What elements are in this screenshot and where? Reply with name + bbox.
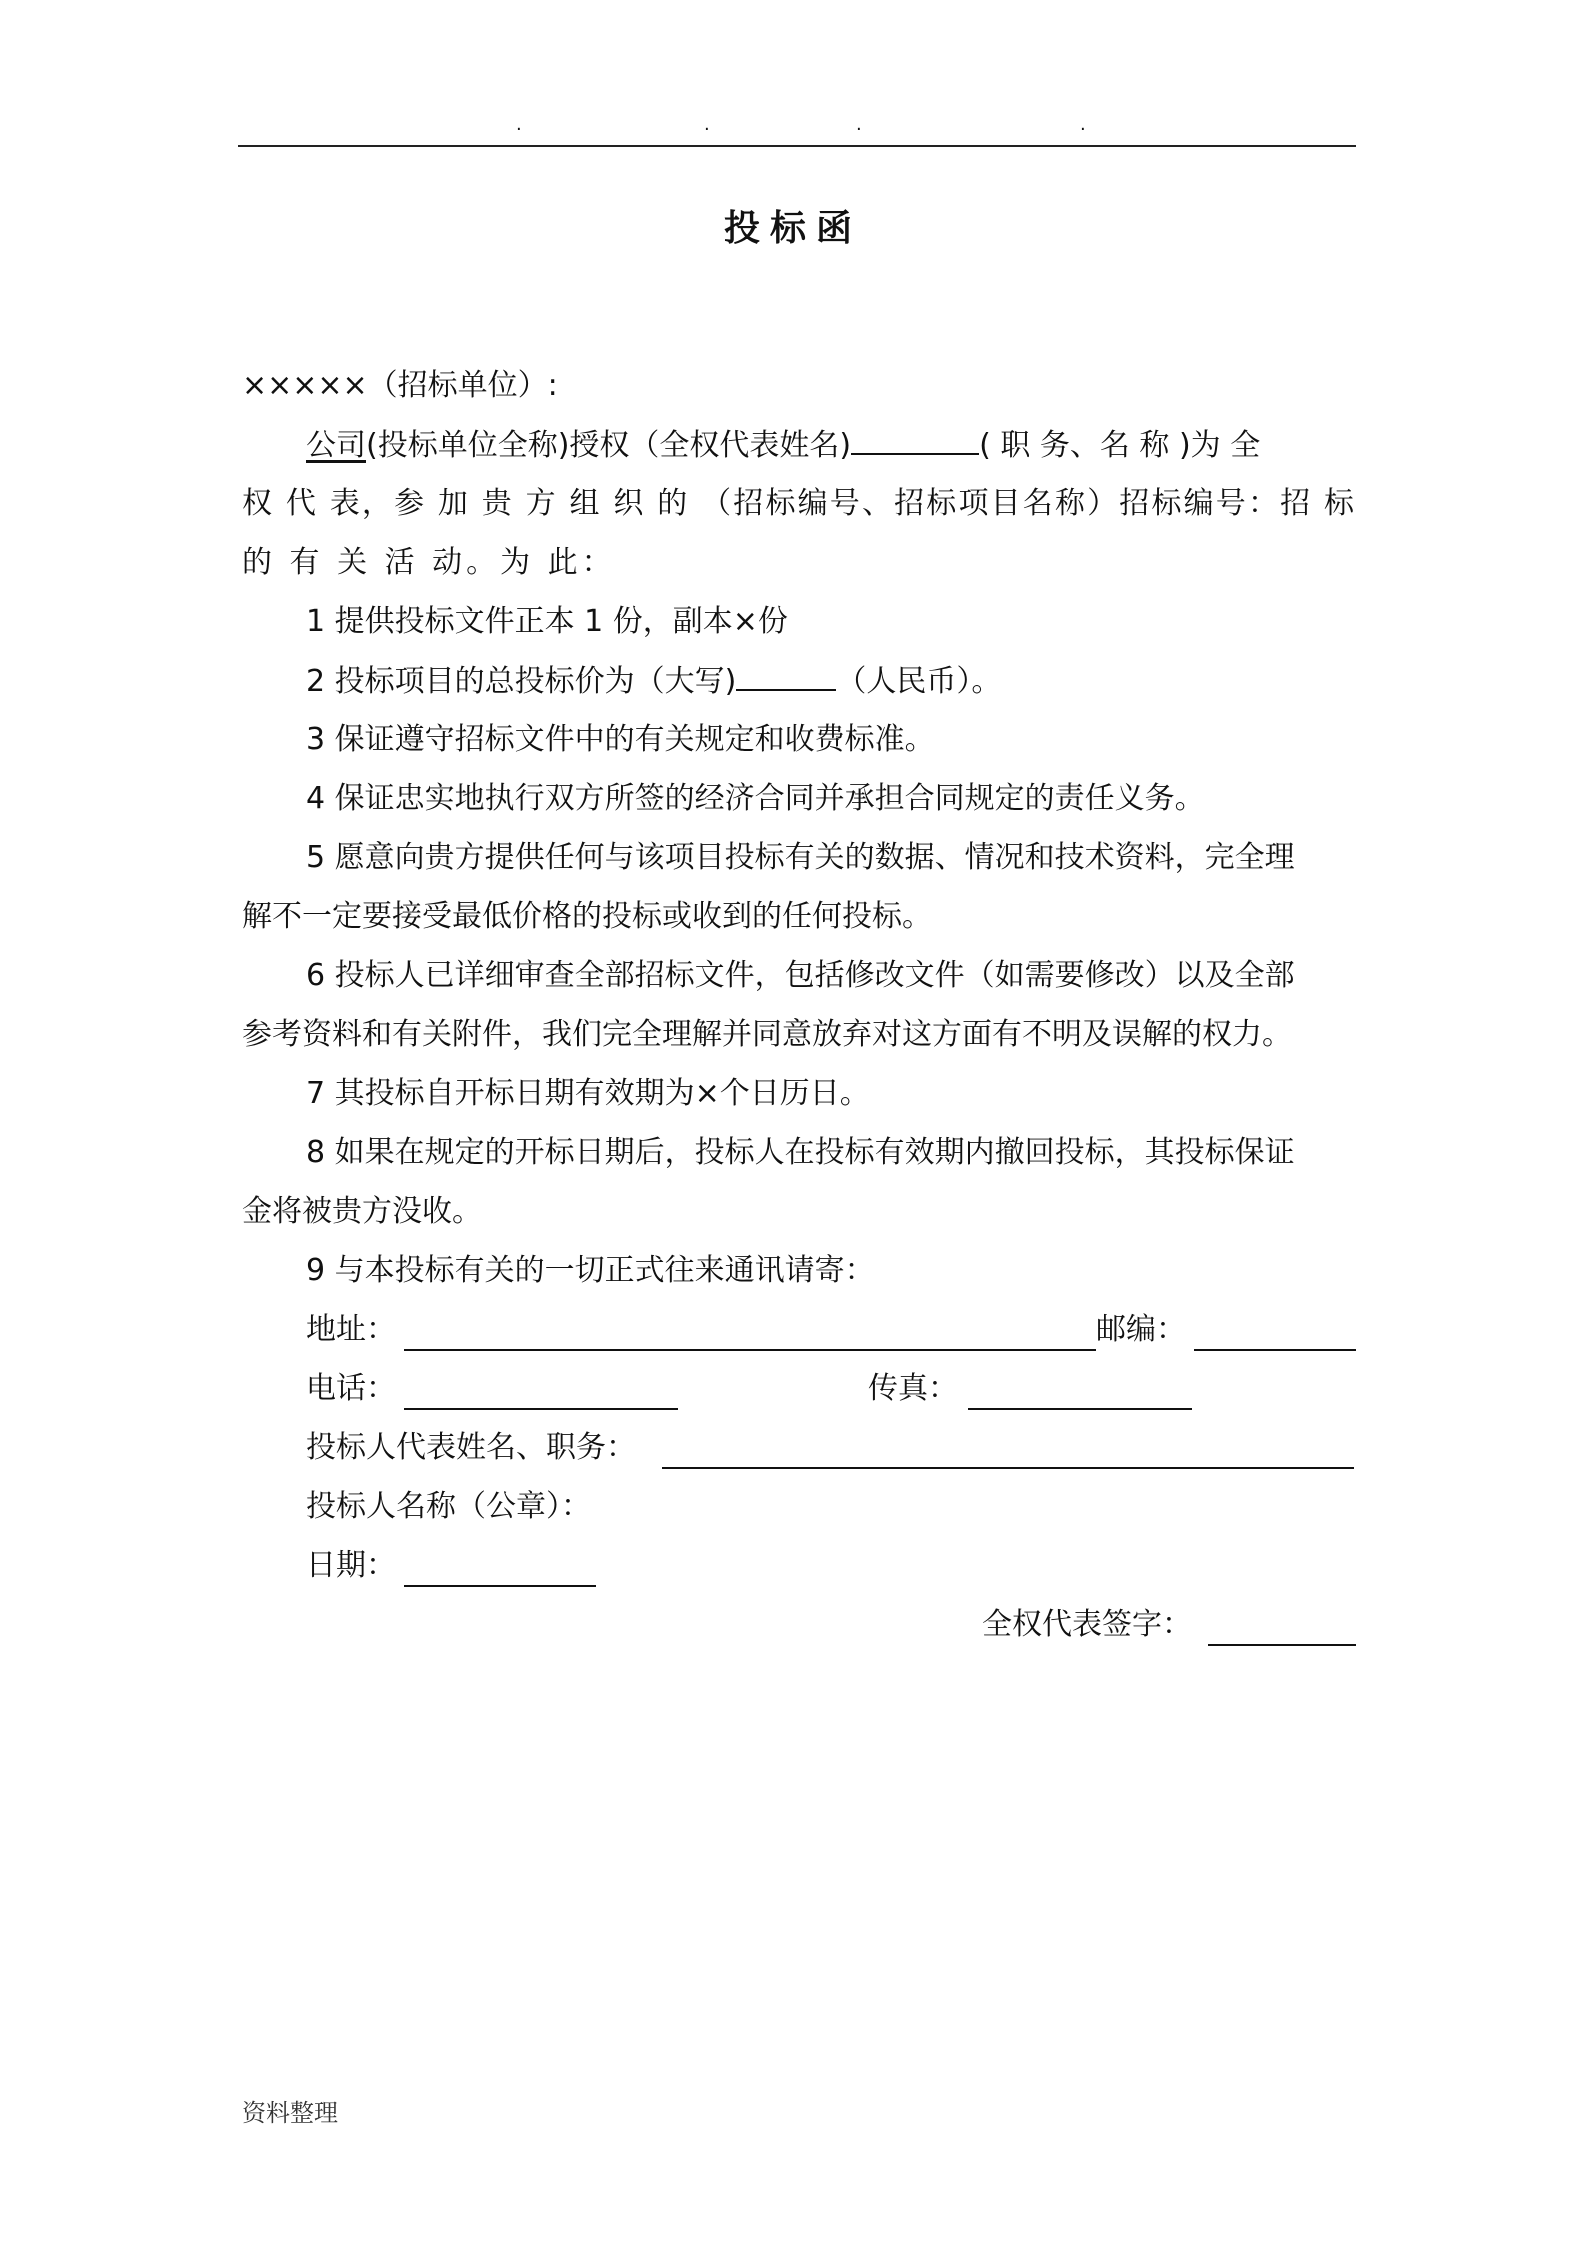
item-2-currency: （人民币）。: [836, 664, 1002, 699]
item-8-line-2: 金将被贵方没收。: [242, 1194, 482, 1229]
item-5-line-2: 解不一定要接受最低价格的投标或收到的任何投标。: [242, 899, 932, 934]
page-title: 投标函: [723, 208, 862, 249]
fax-label: 传真：: [868, 1371, 958, 1406]
postcode-label: 邮编：: [1096, 1312, 1186, 1347]
date-label: 日期：: [306, 1548, 396, 1583]
header-dot: .: [856, 114, 862, 135]
item-6-line-2: 参考资料和有关附件，我们完全理解并同意放弃对这方面有不明及误解的权力。: [242, 1017, 1292, 1052]
header-dots: [0, 110, 1586, 140]
item-1: 1 提供投标文件正本 1 份，副本×份: [306, 604, 788, 639]
total-price-blank[interactable]: [736, 661, 836, 691]
item-4: 4 保证忠实地执行双方所签的经济合同并承担合同规定的责任义务。: [306, 781, 1205, 816]
header-dot: .: [1080, 114, 1086, 135]
salutation: ×××××（招标单位）:: [242, 368, 558, 403]
representative-label: 投标人代表姓名、职务：: [306, 1430, 636, 1465]
item-8-line-1: 8 如果在规定的开标日期后，投标人在投标有效期内撤回投标，其投标保证: [306, 1135, 1295, 1170]
item-2-text: 2 投标项目的总投标价为（大写): [306, 664, 737, 699]
header-rule: [238, 145, 1356, 147]
item-9: 9 与本投标有关的一切正式往来通讯请寄：: [306, 1253, 875, 1288]
representative-blank[interactable]: [851, 425, 979, 455]
signature-label: 全权代表签字：: [982, 1607, 1192, 1642]
header-dot: .: [516, 114, 522, 135]
paragraph-1-line-2: 权 代 表，参 加 贵 方 组 织 的 （招标编号、招标项目名称）招标编号：招 标: [242, 486, 1354, 521]
bidder-name-label: 投标人名称（公章）：: [306, 1489, 591, 1524]
paragraph-1-line-1: [306, 425, 1260, 466]
item-7: 7 其投标自开标日期有效期为×个日历日。: [306, 1076, 870, 1111]
address-field[interactable]: [404, 1349, 1096, 1351]
company-name: 公司: [306, 428, 366, 463]
header-dot: .: [704, 114, 710, 135]
address-label: 地址：: [306, 1312, 396, 1347]
footer-note: 资料整理: [242, 2099, 338, 2127]
item-2: [306, 661, 1001, 702]
representative-field[interactable]: [662, 1467, 1354, 1469]
phone-label: 电话：: [306, 1371, 396, 1406]
date-field[interactable]: [404, 1585, 596, 1587]
item-6-line-1: 6 投标人已详细审查全部招标文件，包括修改文件（如需要修改）以及全部: [306, 958, 1295, 993]
phone-field[interactable]: [404, 1408, 678, 1410]
fax-field[interactable]: [968, 1408, 1192, 1410]
item-5-line-1: 5 愿意向贵方提供任何与该项目投标有关的数据、情况和技术资料，完全理: [306, 840, 1295, 875]
paragraph-1-line-3: 的 有 关 活 动。为 此：: [242, 545, 616, 580]
postcode-field[interactable]: [1194, 1349, 1356, 1351]
signature-field[interactable]: [1208, 1644, 1356, 1646]
authorization-text: (投标单位全称)授权（全权代表姓名): [366, 428, 852, 463]
item-3: 3 保证遵守招标文件中的有关规定和收费标准。: [306, 722, 935, 757]
position-text: ( 职 务、名 称 )为 全: [979, 428, 1261, 463]
